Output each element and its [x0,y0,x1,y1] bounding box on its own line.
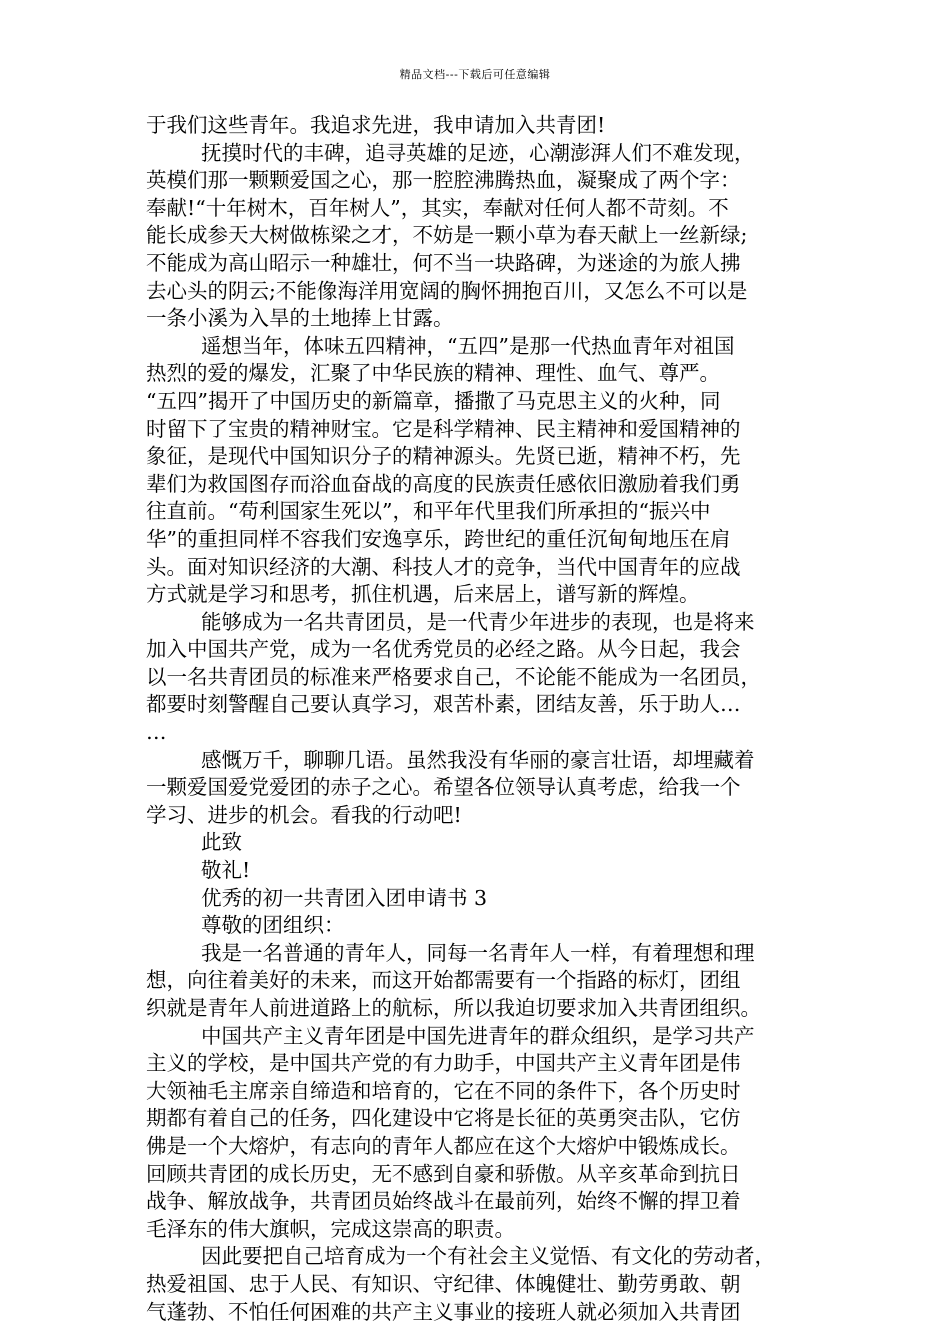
text-line: 都要时刻警醒自己要认真学习，艰苦朴素，团结友善，乐于助人… [146,692,741,717]
text-line: 一条小溪为入旱的土地捧上甘露。 [146,306,454,331]
text-line: 能够成为一名共青团员，是一代青少年进步的表现，也是将来 [201,609,755,634]
text-line: 佛是一个大熔炉，有志向的青年人都应在这个大熔炉中锻炼成长。 [146,1133,741,1158]
text-line: 期都有着自己的任务，四化建设中它将是长征的英勇突击队，它仿 [146,1106,741,1131]
text-line: 因此要把自己培育成为一个有社会主义觉悟、有文化的劳动者， [201,1244,775,1269]
text-line: 想，向往着美好的未来，而这开始都需要有一个指路的标灯，团组 [146,968,741,993]
text-line: 学习、进步的机会。看我的行动吧! [146,802,462,827]
text-line: 热爱祖国、忠于人民、有知识、守纪律、体魄健壮、勤劳勇敢、朝 [146,1271,741,1296]
section-title: 优秀的初一共青团入团申请书 3 [201,885,488,910]
text-line: 奉献!“十年树木，百年树人”，其实，奉献对任何人都不苛刻。不 [146,195,729,220]
text-line: 往直前。“苟利国家生死以”，和平年代里我们所承担的“振兴中 [146,499,711,524]
text-line: 辈们为救国图存而浴血奋战的高度的民族责任感依旧激励着我们勇 [146,471,741,496]
text-line: 头。面对知识经济的大潮、科技人才的竞争，当代中国青年的应战 [146,554,741,579]
text-line: 不能成为高山昭示一种雄壮，何不当一块路碑，为迷途的为旅人拂 [146,250,741,275]
text-line: 象征，是现代中国知识分子的精神源头。先贤已逝，精神不朽，先 [146,444,741,469]
text-line: 华”的重担同样不容我们安逸享乐，跨世纪的重任沉甸甸地压在肩 [146,526,731,551]
text-line: 毛泽东的伟大旗帜，完成这崇高的职责。 [146,1216,515,1241]
text-line: 加入中国共产党，成为一名优秀党员的必经之路。从今日起，我会 [146,637,741,662]
text-line: 英模们那一颗颗爱国之心，那一腔腔沸腾热血，凝聚成了两个字： [146,168,741,193]
text-line: 一颗爱国爱党爱团的赤子之心。希望各位领导认真考虑，给我一个 [146,775,741,800]
text-line: 去心头的阴云;不能像海洋用宽阔的胸怀拥抱百川，又怎么不可以是 [146,278,748,303]
text-line: 主义的学校，是中国共产党的有力助手，中国共产主义青年团是伟 [146,1051,741,1076]
salutation-line: 敬礼! [201,858,251,883]
text-line: 于我们这些青年。我追求先进，我申请加入共青团! [146,113,606,137]
text-line: 我是一名普通的青年人，同每一名青年人一样，有着理想和理 [201,940,755,965]
closing-line: 此致 [201,830,242,855]
text-line: 中国共产主义青年团是中国先进青年的群众组织，是学习共产 [201,1023,755,1048]
text-line: 时留下了宝贵的精神财宝。它是科学精神、民主精神和爱国精神的 [146,416,741,441]
text-line: 方式就是学习和思考，抓住机遇，后来居上，谱写新的辉煌。 [146,582,700,607]
text-line: 回顾共青团的成长历史，无不感到自豪和骄傲。从辛亥革命到抗日 [146,1161,741,1186]
text-line: 大领袖毛主席亲自缔造和培育的，它在不同的条件下，各个历史时 [146,1078,741,1103]
text-line: 战争、解放战争，共青团员始终战斗在最前列，始终不懈的捍卫着 [146,1189,741,1214]
text-line: “五四”揭开了中国历史的新篇章，播撒了马克思主义的火种，同 [146,388,721,413]
text-line: 以一名共青团员的标准来严格要求自己，不论能不能成为一名团员， [146,664,761,689]
text-line: 能长成参天大树做栋梁之才，不妨是一颗小草为春天献上一丝新绿; [146,223,748,248]
text-line: 气蓬勃、不怕任何困难的共产主义事业的接班人就必须加入共青团 [146,1299,741,1324]
text-line: 织就是青年人前进道路上的航标，所以我迫切要求加入共青团组织。 [146,996,761,1020]
text-line: … [146,720,167,745]
document-body [146,112,814,1326]
text-line: 感慨万千，聊聊几语。虽然我没有华丽的豪言壮语，却埋藏着 [201,747,755,772]
text-line: 热烈的爱的爆发，汇聚了中华民族的精神、理性、血气、尊严。 [146,361,720,386]
text-line: 抚摸时代的丰碑，追寻英雄的足迹，心潮澎湃人们不难发现， [201,140,755,165]
page-header: 精品文档---下载后可任意编辑 [399,68,551,81]
text-line: 遥想当年，体味五四精神，“五四”是那一代热血青年对祖国 [201,333,735,358]
greeting-line: 尊敬的团组织： [201,913,345,938]
